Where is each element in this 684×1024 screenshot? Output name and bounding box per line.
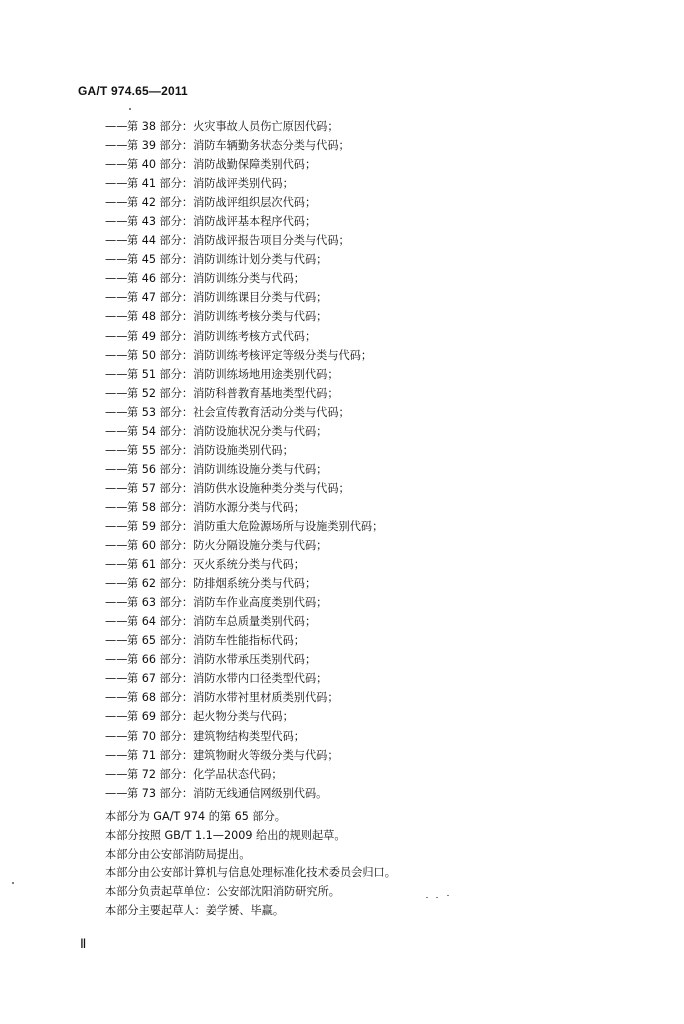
list-item-text: 第 40 部分：消防战勤保障类别代码； <box>127 158 317 172</box>
list-item-text: 第 69 部分：起火物分类与代码； <box>127 710 294 724</box>
list-item-text: 第 47 部分：消防训练课目分类与代码； <box>127 291 328 305</box>
scan-speck <box>436 897 438 898</box>
list-dash: —— <box>105 519 128 533</box>
list-item-text: 第 70 部分：建筑物结构类型代码； <box>127 729 305 743</box>
list-item <box>105 193 665 212</box>
list-item-text: 第 50 部分：消防训练考核评定等级分类与代码； <box>127 348 373 362</box>
list-item-text: 第 46 部分：消防训练分类与代码； <box>127 272 305 286</box>
scan-speck <box>12 882 14 884</box>
list-item <box>105 269 665 288</box>
list-dash: —— <box>105 596 128 610</box>
list-item <box>105 250 665 269</box>
list-item <box>105 117 665 136</box>
list-item-text: 第 62 部分：防排烟系统分类与代码； <box>127 577 317 591</box>
list-item-text: 第 42 部分：消防战评组织层次代码； <box>127 196 317 210</box>
list-item <box>105 136 665 155</box>
list-item-text: 第 53 部分：社会宣传教育活动分类与代码； <box>127 405 350 419</box>
list-item <box>105 498 665 517</box>
list-item-text: 第 66 部分：消防水带承压类别代码； <box>127 653 317 667</box>
list-dash: —— <box>105 215 128 229</box>
foreword-paragraph: 本部分为 GA/T 974 的第 65 部分。 <box>105 810 286 823</box>
list-dash: —— <box>105 386 128 400</box>
list-item-text: 第 64 部分：消防车总质量类别代码； <box>127 615 317 629</box>
list-dash: —— <box>105 158 128 172</box>
foreword-paragraph: 本部分由公安部消防局提出。 <box>105 847 251 861</box>
list-dash: —— <box>105 767 128 781</box>
list-item-text: 第 38 部分：火灾事故人员伤亡原因代码； <box>127 120 339 133</box>
list-item-text: 第 48 部分：消防训练考核分类与代码； <box>127 310 328 324</box>
list-item-text: 第 39 部分：消防车辆勤务状态分类与代码； <box>127 139 350 153</box>
list-item <box>105 555 665 574</box>
list-item <box>105 384 665 403</box>
list-dash: —— <box>105 424 128 438</box>
list-item <box>105 231 665 250</box>
list-dash: —— <box>105 329 128 343</box>
list-item <box>105 288 665 307</box>
list-item-text: 第 71 部分：建筑物耐火等级分类与代码； <box>127 748 339 762</box>
list-dash: —— <box>105 177 128 191</box>
foreword-paragraph: 本部分按照 GB/T 1.1—2009 给出的规则起草。 <box>105 828 346 842</box>
list-dash: —— <box>105 196 128 210</box>
list-item <box>105 688 665 707</box>
list-item-text: 第 58 部分：消防水源分类与代码； <box>127 500 305 514</box>
list-dash: —— <box>105 748 128 762</box>
list-dash: —— <box>105 729 128 743</box>
list-dash: —— <box>105 253 128 267</box>
list-item <box>105 631 665 650</box>
list-item <box>105 765 665 784</box>
list-item <box>105 479 665 498</box>
foreword-paragraph: 本部分负责起草单位：公安部沈阳消防研究所。 <box>105 885 340 899</box>
list-item <box>105 155 665 174</box>
list-item-text: 第 68 部分：消防水带衬里材质类别代码； <box>127 691 339 705</box>
list-dash: —— <box>105 462 128 476</box>
list-dash: —— <box>105 310 128 324</box>
list-item-text: 第 45 部分：消防训练计划分类与代码； <box>127 253 328 267</box>
list-item <box>105 536 665 555</box>
list-item <box>105 612 665 631</box>
list-dash: —— <box>105 710 128 724</box>
list-dash: —— <box>105 691 128 705</box>
list-item-text: 第 56 部分：消防训练设施分类与代码； <box>127 462 328 476</box>
list-item <box>105 746 665 765</box>
list-item <box>105 212 665 231</box>
list-dash: —— <box>105 367 128 381</box>
list-item-text: 第 52 部分：消防科普教育基地类型代码； <box>127 386 339 400</box>
list-item-text: 第 63 部分：消防车作业高度类别代码； <box>127 596 328 610</box>
list-dash: —— <box>105 405 128 419</box>
part-list <box>105 117 665 803</box>
list-dash: —— <box>105 291 128 305</box>
list-item-text: 第 54 部分：消防设施状况分类与代码； <box>127 424 328 438</box>
list-item-text: 第 60 部分：防火分隔设施分类与代码； <box>127 539 328 553</box>
list-item <box>105 707 665 726</box>
list-dash: —— <box>105 272 128 286</box>
list-item <box>105 593 665 612</box>
list-dash: —— <box>105 481 128 495</box>
list-item-text: 第 65 部分：消防车性能指标代码； <box>127 634 305 648</box>
scan-speck <box>447 895 449 896</box>
list-dash: —— <box>105 558 128 572</box>
scan-speck <box>426 897 428 898</box>
standard-code-header: GA/T 974.65—2011 <box>78 84 188 98</box>
list-item-text: 第 51 部分：消防训练场地用途类别代码； <box>127 367 339 381</box>
list-item-text: 第 72 部分：化学品状态代码； <box>127 767 283 781</box>
list-item-text: 第 61 部分：灭火系统分类与代码； <box>127 558 305 572</box>
list-item-text: 第 57 部分：消防供水设施种类分类与代码； <box>127 481 350 495</box>
list-dash: —— <box>105 634 128 648</box>
list-item <box>105 327 665 346</box>
list-item <box>105 727 665 746</box>
foreword-paragraphs <box>105 808 665 921</box>
page-number: Ⅱ <box>80 936 87 951</box>
list-item <box>105 403 665 422</box>
list-dash: —— <box>105 786 128 800</box>
foreword-paragraph: 本部分由公安部计算机与信息处理标准化技术委员会归口。 <box>105 866 396 880</box>
list-item-text: 第 59 部分：消防重大危险源场所与设施类别代码； <box>127 519 384 533</box>
list-item-text: 第 55 部分：消防设施类别代码； <box>127 443 294 457</box>
list-item-text: 第 41 部分：消防战评类别代码； <box>127 177 294 191</box>
list-item-text: 第 73 部分：消防无线通信网级别代码。 <box>127 786 328 800</box>
list-dash: —— <box>105 615 128 629</box>
list-dash: —— <box>105 348 128 362</box>
list-item <box>105 307 665 326</box>
list-dash: —— <box>105 577 128 591</box>
list-dash: —— <box>105 443 128 457</box>
list-item <box>105 441 665 460</box>
scan-speck <box>129 108 131 110</box>
list-dash: —— <box>105 539 128 553</box>
list-item-text: 第 49 部分：消防训练考核方式代码； <box>127 329 317 343</box>
list-dash: —— <box>105 653 128 667</box>
list-item <box>105 784 665 803</box>
list-dash: —— <box>105 120 128 133</box>
list-item <box>105 365 665 384</box>
list-item <box>105 574 665 593</box>
list-item <box>105 650 665 669</box>
list-item <box>105 460 665 479</box>
list-dash: —— <box>105 500 128 514</box>
list-item-text: 第 44 部分：消防战评报告项目分类与代码； <box>127 234 350 248</box>
list-dash: —— <box>105 139 128 153</box>
list-item-text: 第 67 部分：消防水带内口径类型代码； <box>127 672 328 686</box>
list-item <box>105 174 665 193</box>
list-dash: —— <box>105 234 128 248</box>
list-item <box>105 517 665 536</box>
foreword-paragraph: 本部分主要起草人：姜学赟、毕赢。 <box>105 903 285 917</box>
list-dash: —— <box>105 672 128 686</box>
list-item <box>105 346 665 365</box>
list-item <box>105 422 665 441</box>
list-item <box>105 669 665 688</box>
list-item-text: 第 43 部分：消防战评基本程序代码； <box>127 215 317 229</box>
